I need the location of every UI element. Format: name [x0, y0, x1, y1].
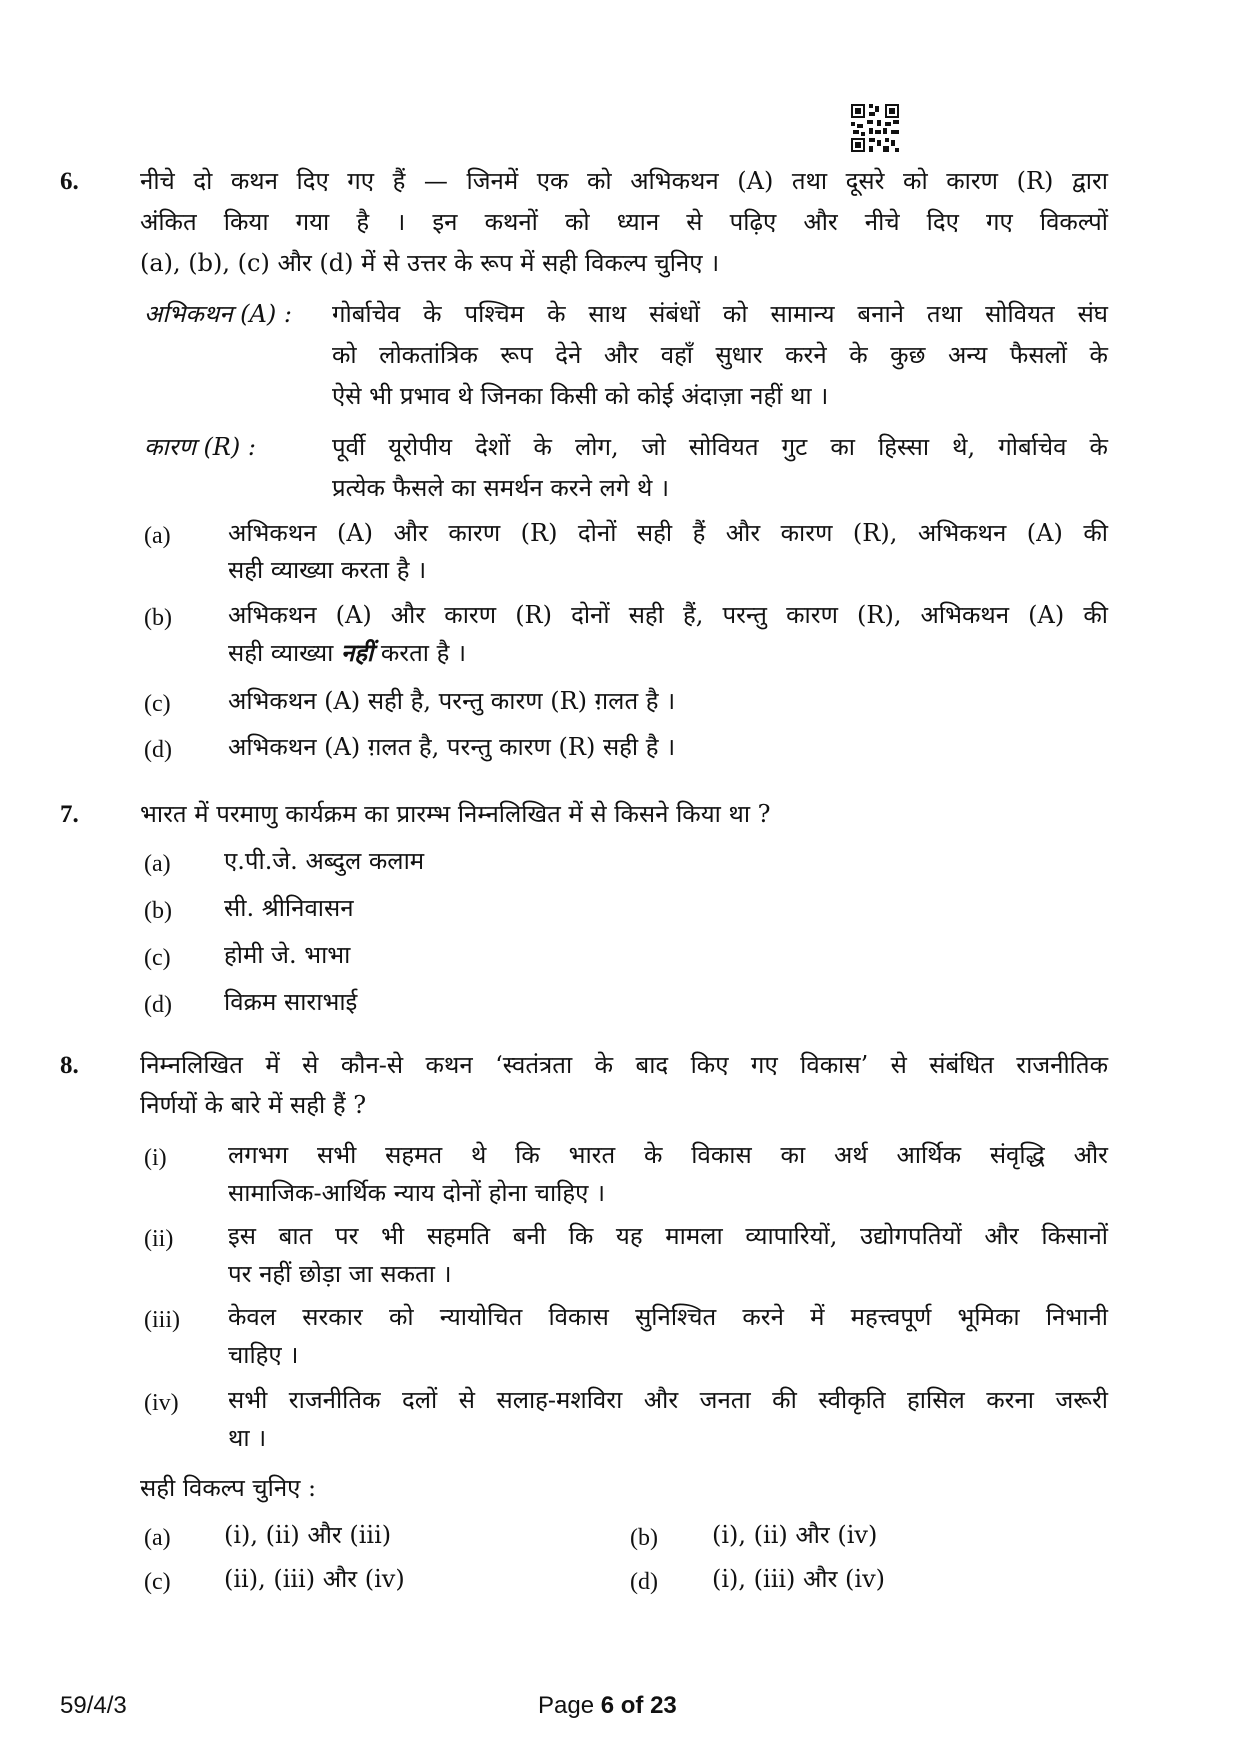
question-stem-line: निर्णयों के बारे में सही हैं ?: [140, 1091, 367, 1119]
statement-mark: (iii): [144, 1307, 180, 1333]
page-prefix: Page: [538, 1692, 601, 1719]
question-number: 6.: [60, 168, 79, 195]
assertion-line: गोर्बाचेव के पश्चिम के साथ संबंधों को सामान्य बनाने तथा सोवियत संघ: [332, 300, 1108, 328]
option-mark: (a): [144, 523, 171, 549]
statement-text: केवल सरकार को न्यायोचित विकास सुनिश्चित करने में महत्त्वपूर्ण भूमिका निभानी: [228, 1303, 1109, 1331]
question-stem-line: नीचे दो कथन दिए गए हैं — जिनमें एक को अभिकथन (A) तथा दूसरे को कारण (R) द्वारा: [140, 167, 1108, 195]
statement-text: इस बात पर भी सहमति बनी कि यह मामला व्यापारियों, उद्योगपतियों और किसानों: [228, 1222, 1108, 1250]
option-text: अभिकथन (A) सही है, परन्तु कारण (R) ग़लत है ।: [228, 687, 676, 715]
option-text: (i), (ii) और (iv): [712, 1521, 878, 1549]
option-text: अभिकथन (A) और कारण (R) दोनों सही हैं, परन्तु कारण (R), अभिकथन (A) की: [228, 601, 1108, 629]
statement-text: चाहिए ।: [228, 1341, 299, 1369]
option-mark: (d): [144, 992, 172, 1018]
question-stem-line: भारत में परमाणु कार्यक्रम का प्रारम्भ निम्नलिखित में से किसने किया था ?: [140, 800, 771, 828]
page-current: 6: [600, 1692, 615, 1719]
question-number: 7.: [60, 801, 79, 828]
statement-text: सभी राजनीतिक दलों से सलाह-मशविरा और जनता की स्वीकृति हासिल करना जरूरी: [228, 1386, 1108, 1414]
option-text: सी. श्रीनिवासन: [224, 894, 354, 922]
reason-line: प्रत्येक फैसले का समर्थन करने लगे थे ।: [332, 474, 670, 502]
assertion-label: अभिकथन (A) :: [144, 300, 292, 328]
option-mark: (c): [144, 1569, 171, 1595]
option-mark: (b): [144, 605, 172, 631]
option-mark: (b): [630, 1525, 658, 1551]
option-text: (i), (iii) और (iv): [712, 1565, 886, 1593]
question-stem-line: निम्नलिखित में से कौन-से कथन ‘स्वतंत्रता के बाद किए गए विकास’ से संबंधित राजनीतिक: [140, 1051, 1108, 1079]
emphasis-text: नहीं: [340, 638, 374, 667]
option-text: ए.पी.जे. अब्दुल कलाम: [224, 847, 425, 875]
assertion-line: ऐसे भी प्रभाव थे जिनका किसी को कोई अंदाज़ा नहीं था ।: [332, 382, 829, 410]
option-mark: (a): [144, 851, 171, 877]
option-text-part: करता है ।: [373, 639, 467, 667]
statement-mark: (i): [144, 1145, 167, 1171]
statement-text: था ।: [228, 1424, 267, 1452]
option-mark: (b): [144, 898, 172, 924]
choose-instruction: सही विकल्प चुनिए :: [140, 1474, 317, 1502]
question-stem-line: अंकित किया गया है । इन कथनों को ध्यान से पढ़िए और नीचे दिए गए विकल्पों: [140, 208, 1108, 236]
option-text-part: सही व्याख्या: [228, 639, 341, 667]
question-number: 8.: [60, 1052, 79, 1079]
question-stem-line: (a), (b), (c) और (d) में से उत्तर के रूप में सही विकल्प चुनिए ।: [140, 249, 720, 277]
option-text: (ii), (iii) और (iv): [224, 1565, 405, 1593]
page-total: 23: [650, 1692, 677, 1719]
option-mark: (d): [144, 737, 172, 763]
option-text: अभिकथन (A) ग़लत है, परन्तु कारण (R) सही है ।: [228, 733, 676, 761]
option-text: होमी जे. भाभा: [224, 941, 351, 969]
page-mid: of: [614, 1692, 651, 1719]
statement-mark: (iv): [144, 1390, 179, 1416]
statement-mark: (ii): [144, 1226, 174, 1252]
option-mark: (c): [144, 945, 171, 971]
page-indicator: [538, 1692, 677, 1720]
option-text: अभिकथन (A) और कारण (R) दोनों सही हैं और कारण (R), अभिकथन (A) की: [228, 519, 1108, 547]
statement-text: लगभग सभी सहमत थे कि भारत के विकास का अर्थ आर्थिक संवृद्धि और: [228, 1141, 1108, 1169]
reason-line: पूर्वी यूरोपीय देशों के लोग, जो सोवियत गुट का हिस्सा थे, गोर्बाचेव के: [332, 433, 1108, 461]
statement-text: सामाजिक-आर्थिक न्याय दोनों होना चाहिए ।: [228, 1179, 606, 1207]
reason-label: कारण (R) :: [144, 433, 256, 461]
statement-text: पर नहीं छोड़ा जा सकता ।: [228, 1260, 452, 1288]
paper-code: 59/4/3: [60, 1692, 127, 1719]
option-text: [228, 638, 466, 668]
option-text: सही व्याख्या करता है ।: [228, 556, 427, 584]
option-text: (i), (ii) और (iii): [224, 1521, 392, 1549]
option-text: विक्रम साराभाई: [224, 988, 358, 1016]
option-mark: (a): [144, 1525, 171, 1551]
option-mark: (c): [144, 691, 171, 717]
option-mark: (d): [630, 1569, 658, 1595]
assertion-line: को लोकतांत्रिक रूप देने और वहाँ सुधार करने के कुछ अन्य फैसलों के: [332, 341, 1108, 369]
qr-code-icon: [851, 104, 899, 152]
